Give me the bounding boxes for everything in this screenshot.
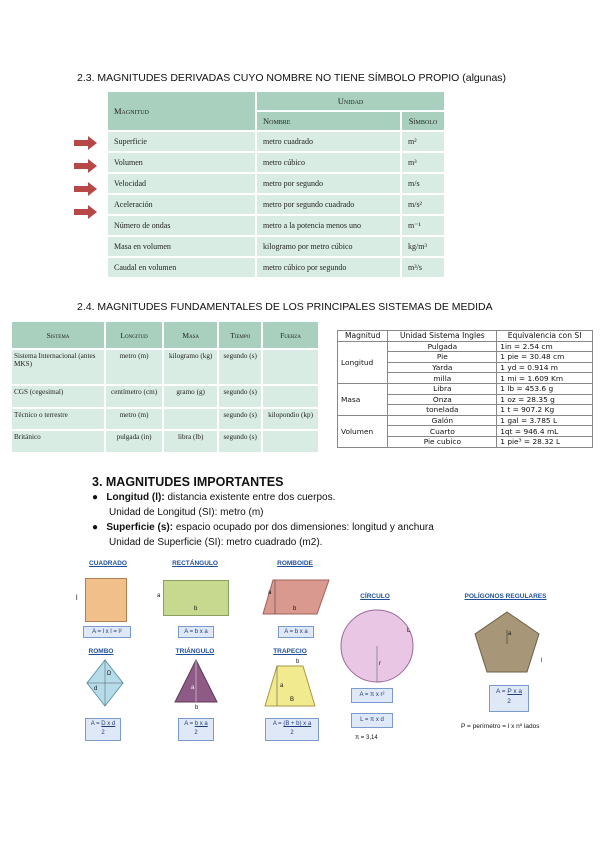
cell-longitud: pulgada (in) bbox=[105, 430, 163, 453]
table-row bbox=[107, 257, 445, 278]
table-row bbox=[338, 383, 593, 394]
label-square-l: l bbox=[76, 595, 78, 602]
cell-unidad: Onza bbox=[388, 394, 497, 405]
label-romboide-a: a bbox=[268, 590, 272, 596]
cell-tiempo: segundo (s) bbox=[218, 385, 262, 408]
cell-nombre: metro cúbico bbox=[256, 152, 401, 173]
cell-nombre: metro cuadrado bbox=[256, 131, 401, 152]
unit-superficie: Unidad de Superficie (SI): metro cuadrado (m2). bbox=[109, 537, 323, 548]
parallelogram-shape bbox=[261, 578, 331, 618]
term-longitud: Longitud (l): bbox=[106, 492, 165, 503]
desc-superficie: espacio ocupado por dos dimensiones: longitud y anchura bbox=[173, 522, 434, 533]
formula-tri-lhs: A = bbox=[184, 721, 194, 727]
arrow-icon bbox=[74, 205, 98, 219]
title-triangulo: TRIÁNGULO bbox=[175, 648, 215, 655]
title-romboide: ROMBOIDE bbox=[277, 560, 313, 567]
cell-simbolo: m/s² bbox=[401, 194, 445, 215]
cell-simbolo: m⁻¹ bbox=[401, 215, 445, 236]
cell-fuerza bbox=[262, 385, 319, 408]
label-trap-b: b bbox=[296, 659, 300, 665]
label-tri-a: a bbox=[191, 685, 195, 691]
table-row bbox=[107, 215, 445, 236]
formula-trap-num: (B + b) x a bbox=[283, 721, 312, 727]
cell-magnitud: Aceleración bbox=[107, 194, 256, 215]
formula-circulo-longitud: L = π x d bbox=[351, 713, 393, 728]
cell-unidad: milla bbox=[388, 373, 497, 384]
cell-unidad: Pulgada bbox=[388, 341, 497, 352]
title-poligonos: POLÍGONOS REGULARES bbox=[464, 593, 547, 600]
triangle-shape bbox=[173, 658, 219, 704]
title-rectangulo: RECTÁNGULO bbox=[172, 560, 218, 567]
cell-equivalencia: 1 pie = 30.48 cm bbox=[497, 352, 593, 363]
cell-simbolo: m³/s bbox=[401, 257, 445, 278]
cell-magnitud-group: Volumen bbox=[338, 415, 388, 447]
label-circle-r: r bbox=[379, 661, 381, 667]
cell-simbolo: kg/m³ bbox=[401, 236, 445, 257]
table-row bbox=[11, 408, 319, 431]
cell-magnitud: Número de ondas bbox=[107, 215, 256, 236]
cell-sistema: Sistema Internacional (antes MKS) bbox=[11, 349, 105, 385]
cell-unidad: Pie bbox=[388, 352, 497, 363]
table-row bbox=[11, 349, 319, 385]
formula-rombo bbox=[85, 718, 121, 741]
cell-nombre: metro por segundo cuadrado bbox=[256, 194, 401, 215]
header-ingles-0: Magnitud bbox=[338, 331, 388, 342]
label-rect-a: a bbox=[157, 593, 161, 599]
cell-simbolo: m/s bbox=[401, 173, 445, 194]
cell-longitud: centímetro (cm) bbox=[105, 385, 163, 408]
title-trapecio: TRAPECIO bbox=[273, 648, 307, 655]
header-magnitud: Magnitud bbox=[107, 91, 256, 131]
cell-sistema: Técnico o terrestre bbox=[11, 408, 105, 431]
title-cuadrado: CUADRADO bbox=[89, 560, 127, 567]
header-tiempo: Tiempo bbox=[218, 321, 262, 349]
header-longitud: Longitud bbox=[105, 321, 163, 349]
cell-longitud: metro (m) bbox=[105, 408, 163, 431]
shapes-figure bbox=[75, 558, 575, 753]
header-simbolo: Símbolo bbox=[401, 111, 445, 131]
cell-longitud: metro (m) bbox=[105, 349, 163, 385]
formula-poly-den: 2 bbox=[507, 698, 511, 705]
label-romboide-b: b bbox=[293, 606, 297, 612]
formula-rombo-lhs: A = bbox=[90, 721, 100, 727]
cell-fuerza bbox=[262, 430, 319, 453]
cell-equivalencia: 1 mi = 1.609 Km bbox=[497, 373, 593, 384]
cell-sistema: CGS (cegesimal) bbox=[11, 385, 105, 408]
cell-equivalencia: 1 t = 907.2 Kg bbox=[497, 405, 593, 416]
table-row bbox=[107, 194, 445, 215]
cell-equivalencia: 1 gal = 3.785 L bbox=[497, 415, 593, 426]
pentagon-shape bbox=[473, 610, 541, 674]
header-sistema: Sistema bbox=[11, 321, 105, 349]
cell-magnitud-group: Masa bbox=[338, 383, 388, 415]
table-row bbox=[107, 152, 445, 173]
cell-magnitud-group: Longitud bbox=[338, 341, 388, 383]
table-row bbox=[11, 385, 319, 408]
term-superficie: Superficie (s): bbox=[106, 522, 174, 533]
table-row bbox=[11, 430, 319, 453]
cell-equivalencia: 1in = 2.54 cm bbox=[497, 341, 593, 352]
label-tri-b: b bbox=[195, 705, 199, 711]
table-row bbox=[107, 131, 445, 152]
cell-nombre: kilogramo por metro cúbico bbox=[256, 236, 401, 257]
title-rombo: ROMBO bbox=[88, 648, 114, 655]
section-3-list bbox=[92, 490, 572, 550]
cell-nombre: metro por segundo bbox=[256, 173, 401, 194]
section-24-title: 2.4. MAGNITUDES FUNDAMENTALES DE LOS PRINCIPALES SISTEMAS DE MEDIDA bbox=[77, 301, 493, 313]
cell-equivalencia: 1 oz = 28.35 g bbox=[497, 394, 593, 405]
cell-unidad: Yarda bbox=[388, 362, 497, 373]
header-ingles-2: Equivalencia con SI bbox=[497, 331, 593, 342]
formula-rombo-den: 2 bbox=[101, 730, 105, 736]
section-3-title: 3. MAGNITUDES IMPORTANTES bbox=[92, 475, 284, 489]
cell-fuerza bbox=[262, 349, 319, 385]
list-item-longitud: ● Longitud (l): distancia existente entre dos cuerpos. bbox=[92, 492, 336, 503]
cell-tiempo: segundo (s) bbox=[218, 430, 262, 453]
label-rect-b: b bbox=[194, 606, 198, 612]
cell-nombre: metro cúbico por segundo bbox=[256, 257, 401, 278]
formula-romboide: A = b x a bbox=[278, 626, 314, 638]
title-circulo: CÍRCULO bbox=[360, 593, 390, 600]
fundamental-systems-table bbox=[10, 320, 320, 454]
table-row bbox=[107, 173, 445, 194]
formula-tri-num: b x a bbox=[194, 721, 208, 727]
table-row bbox=[338, 341, 593, 352]
formula-triangulo bbox=[178, 718, 214, 741]
cell-simbolo: m³ bbox=[401, 152, 445, 173]
rhombus-shape bbox=[85, 658, 125, 708]
cell-tiempo: segundo (s) bbox=[218, 349, 262, 385]
cell-magnitud: Volumen bbox=[107, 152, 256, 173]
square-shape bbox=[85, 578, 127, 622]
cell-magnitud: Superficie bbox=[107, 131, 256, 152]
formula-circulo-area: A = π x r² bbox=[351, 688, 393, 703]
header-nombre: Nombre bbox=[256, 111, 401, 131]
cell-nombre: metro a la potencia menos uno bbox=[256, 215, 401, 236]
unit-longitud: Unidad de Longitud (SI): metro (m) bbox=[109, 507, 264, 518]
label-rombo-D: D bbox=[107, 671, 112, 677]
arrow-icon bbox=[74, 182, 98, 196]
header-masa: Masa bbox=[163, 321, 218, 349]
formula-rombo-num: D x d bbox=[101, 721, 116, 727]
formula-cuadrado: A = l x l = l² bbox=[83, 626, 131, 638]
arrow-icon bbox=[74, 136, 98, 150]
cell-sistema: Británico bbox=[11, 430, 105, 453]
cell-unidad: Pie cubico bbox=[388, 436, 497, 447]
derived-magnitudes-table bbox=[106, 90, 446, 279]
label-trap-B: B bbox=[290, 697, 295, 703]
cell-unidad: tonelada bbox=[388, 405, 497, 416]
header-fuerza: Fuerza bbox=[262, 321, 319, 349]
header-ingles-1: Unidad Sistema Ingles bbox=[388, 331, 497, 342]
desc-longitud: distancia existente entre dos cuerpos. bbox=[164, 492, 336, 503]
cell-simbolo: m² bbox=[401, 131, 445, 152]
label-trap-a: a bbox=[280, 683, 284, 689]
section-23-title: 2.3. MAGNITUDES DERIVADAS CUYO NOMBRE NO TIENE SÍMBOLO PROPIO (algunas) bbox=[77, 72, 507, 84]
formula-trap-den: 2 bbox=[290, 730, 294, 736]
cell-fuerza: kilopondio (kp) bbox=[262, 408, 319, 431]
label-poly-a: a bbox=[508, 631, 512, 637]
label-poly-l: l bbox=[541, 658, 543, 664]
cell-masa bbox=[163, 408, 218, 431]
cell-unidad: Galón bbox=[388, 415, 497, 426]
pi-value: π = 3,14 bbox=[355, 735, 378, 741]
cell-masa: kilogramo (kg) bbox=[163, 349, 218, 385]
header-unidad: Unidad bbox=[256, 91, 445, 111]
formula-trapecio bbox=[265, 718, 319, 741]
english-units-table bbox=[337, 330, 593, 448]
formula-rectangulo: A = b x a bbox=[178, 626, 214, 638]
table-row bbox=[338, 415, 593, 426]
cell-magnitud: Velocidad bbox=[107, 173, 256, 194]
formula-poly-num: P x a bbox=[507, 688, 523, 695]
cell-magnitud: Caudal en volumen bbox=[107, 257, 256, 278]
formula-poly-lhs: A = bbox=[495, 688, 506, 695]
arrow-icon bbox=[74, 159, 98, 173]
list-item-superficie: ● Superficie (s): espacio ocupado por dos dimensiones: longitud y anchura bbox=[92, 522, 434, 533]
formula-poligonos bbox=[489, 685, 529, 712]
cell-equivalencia: 1 yd = 0.914 m bbox=[497, 362, 593, 373]
cell-magnitud: Masa en volumen bbox=[107, 236, 256, 257]
poly-note: P = perímetro = l x nº lados bbox=[461, 723, 540, 730]
cell-equivalencia: 1qt = 946.4 mL bbox=[497, 426, 593, 437]
table-row bbox=[107, 236, 445, 257]
circle-shape bbox=[337, 606, 417, 686]
cell-equivalencia: 1 lb = 453.6 g bbox=[497, 383, 593, 394]
formula-tri-den: 2 bbox=[194, 730, 198, 736]
cell-unidad: Cuarto bbox=[388, 426, 497, 437]
label-circle-l: L bbox=[407, 628, 411, 634]
cell-equivalencia: 1 pie³ = 28.32 L bbox=[497, 436, 593, 447]
formula-trap-lhs: A = bbox=[272, 721, 282, 727]
cell-unidad: Libra bbox=[388, 383, 497, 394]
cell-masa: libra (lb) bbox=[163, 430, 218, 453]
label-rombo-d: d bbox=[94, 686, 98, 692]
cell-tiempo: segundo (s) bbox=[218, 408, 262, 431]
cell-masa: gramo (g) bbox=[163, 385, 218, 408]
